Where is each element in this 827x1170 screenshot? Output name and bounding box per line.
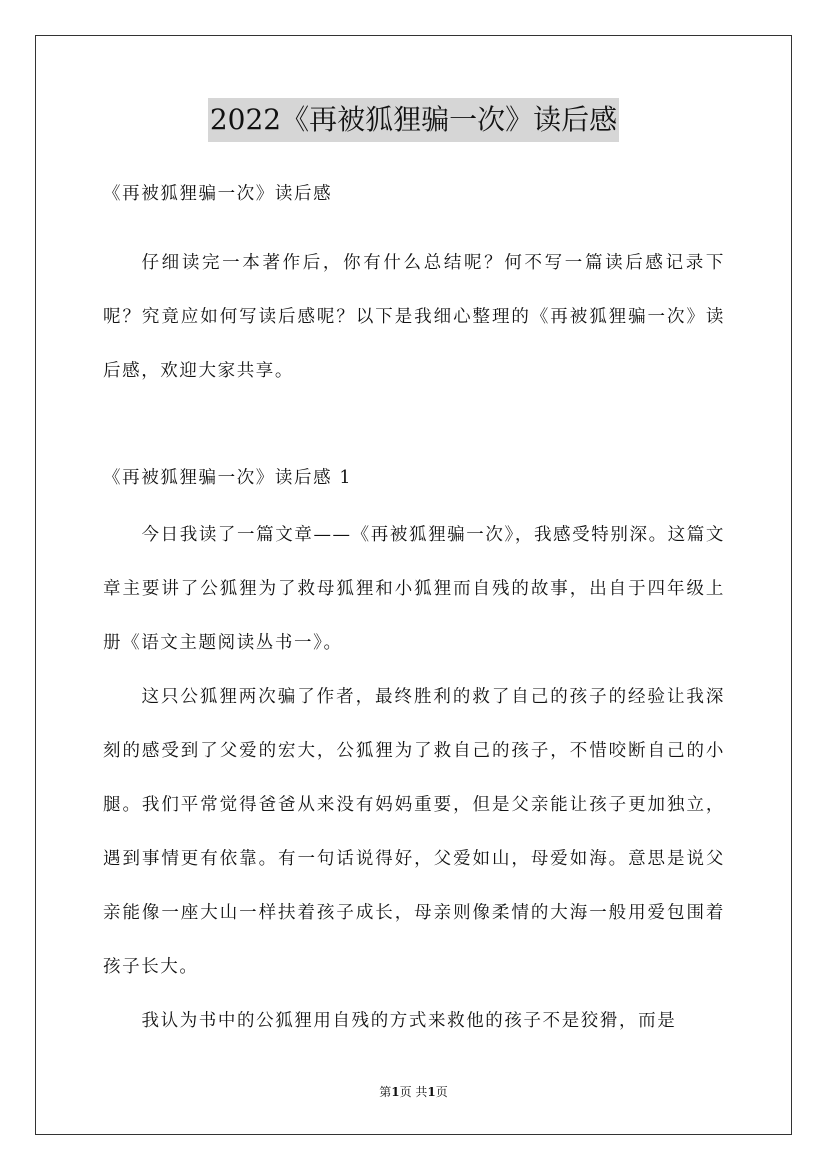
spacer xyxy=(103,398,725,460)
document-title: 2022《再被狐狸骗一次》读后感 xyxy=(208,98,619,142)
page-mid: 页 共 xyxy=(399,1085,428,1099)
body-paragraph-2: 这只公狐狸两次骗了作者，最终胜利的救了自己的孩子的经验让我深刻的感受到了父爱的宏大，公狐狸为了救自己的孩子，不惜咬断自己的小腿。我们平常觉得爸爸从来没有妈妈重要，但是父亲能让孩子更加独立，遇到事情更有依靠。有一句话说得好，父爱如山，母爱如海。意思是说父亲能像一座大山一样扶着孩子成长，母亲则像柔情的大海一般用爱包围着孩子长大。 xyxy=(103,687,725,977)
spacer xyxy=(103,496,725,508)
title-container xyxy=(0,98,827,142)
body-paragraph-1: 今日我读了一篇文章——《再被狐狸骗一次》，我感受特别深。这篇文章主要讲了公狐狸为了救母狐狸和小狐狸而自残的故事，出自于四年级上册《语文主题阅读丛书一》。 xyxy=(103,525,725,653)
document-body xyxy=(103,176,725,1048)
page-current: 1 xyxy=(391,1085,400,1099)
page-total: 1 xyxy=(427,1085,436,1099)
page-footer xyxy=(0,1083,827,1100)
subtitle-heading: 《再被狐狸骗一次》读后感 xyxy=(103,184,333,204)
page-suffix: 页 xyxy=(435,1085,448,1099)
section-heading: 《再被狐狸骗一次》读后感 1 xyxy=(103,468,353,488)
page-prefix: 第 xyxy=(379,1085,392,1099)
body-paragraph-3: 我认为书中的公狐狸用自残的方式来救他的孩子不是狡猾，而是 xyxy=(141,1011,677,1031)
intro-paragraph: 仔细读完一本著作后，你有什么总结呢？何不写一篇读后感记录下呢？究竟应如何写读后感呢？以下是我细心整理的《再被狐狸骗一次》读后感，欢迎大家共享。 xyxy=(103,253,725,381)
spacer xyxy=(103,212,725,236)
